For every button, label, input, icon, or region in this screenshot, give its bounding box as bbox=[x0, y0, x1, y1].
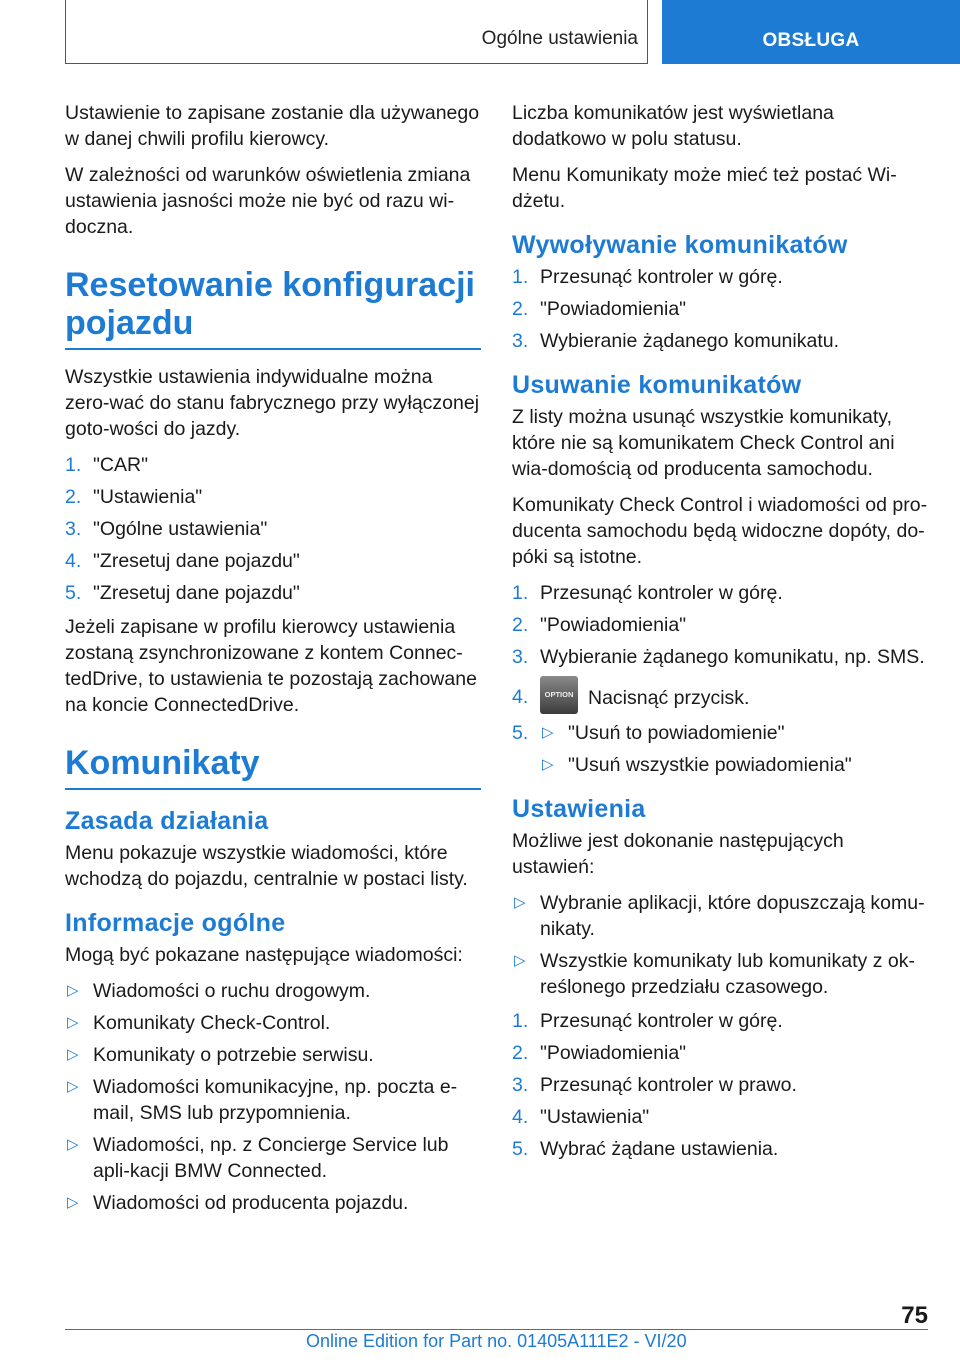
triangle-bullet-icon: ▷ bbox=[67, 982, 79, 999]
step-text: Wybieranie żądanego komunikatu. bbox=[540, 330, 840, 352]
header-section-title: Ogólne ustawienia bbox=[481, 28, 638, 49]
paragraph: W zależności od warunków oświetlenia zmiana ustawienia jasności może nie być od razu wi-doczna. bbox=[65, 164, 471, 238]
step-text: "Ustawienia" bbox=[93, 486, 203, 508]
bullet-text: Wiadomości o ruchu drogowym. bbox=[93, 980, 371, 1002]
left-column bbox=[65, 100, 481, 1224]
list-item bbox=[512, 948, 928, 1000]
triangle-bullet-icon: ▷ bbox=[542, 756, 554, 773]
step-number: 3. bbox=[512, 330, 529, 352]
bullet-text: Wiadomości komunikacyjne, np. poczta e-mail, SMS lub przypomnienia. bbox=[93, 1076, 458, 1124]
step-text: Wybieranie żądanego komunikatu, np. SMS. bbox=[540, 646, 925, 668]
step-number: 5. bbox=[512, 1138, 529, 1160]
list-item bbox=[65, 978, 481, 1004]
subheading-info: Informacje ogólne bbox=[65, 909, 286, 937]
step-text: "CAR" bbox=[93, 454, 149, 476]
step-number: 2. bbox=[512, 614, 529, 636]
paragraph: Menu Komunikaty może mieć też postać Wi-dżetu. bbox=[512, 164, 897, 212]
bullet-text: Wiadomości od producenta pojazdu. bbox=[93, 1192, 409, 1214]
list-item bbox=[512, 644, 928, 670]
step-number: 2. bbox=[512, 298, 529, 320]
triangle-bullet-icon: ▷ bbox=[514, 952, 526, 969]
bullet-text: Komunikaty o potrzebie serwisu. bbox=[93, 1044, 374, 1066]
bullet-text: Wszystkie komunikaty lub komunikaty z ok-reślonego przedziału czasowego. bbox=[540, 950, 915, 998]
paragraph: Z listy można usunąć wszystkie komunikaty, które nie są komunikatem Check Control ani wia-domością od producenta samochodu. bbox=[512, 406, 895, 480]
paragraph: Jeżeli zapisane w profilu kierowcy ustawienia zostaną zsynchronizowane z kontem Connec-tedDrive, to ustawienia te pozostają zachowane na koncie ConnectedDrive. bbox=[65, 616, 477, 716]
heading-reset: Resetowanie konfiguracji pojazdu bbox=[65, 266, 481, 350]
subheading-ustawienia: Ustawienia bbox=[512, 795, 646, 823]
sub-option-text: "Usuń to powiadomienie" bbox=[568, 722, 785, 744]
heading-komunikaty: Komunikaty bbox=[65, 744, 481, 790]
right-column bbox=[512, 100, 928, 1170]
triangle-bullet-icon: ▷ bbox=[67, 1046, 79, 1063]
usu-steps-list bbox=[512, 580, 928, 778]
list-item bbox=[512, 1040, 928, 1066]
triangle-bullet-icon: ▷ bbox=[67, 1014, 79, 1031]
step-number: 2. bbox=[512, 1042, 529, 1064]
list-item bbox=[65, 1190, 481, 1216]
footer-divider bbox=[65, 1329, 928, 1330]
step-number: 1. bbox=[512, 582, 529, 604]
header-chapter-tab: OBSŁUGA bbox=[662, 0, 960, 64]
sub-option-text: "Usuń wszystkie powiadomienia" bbox=[568, 754, 852, 776]
step-number: 1. bbox=[65, 454, 82, 476]
list-item bbox=[65, 452, 481, 478]
step-number: 1. bbox=[512, 1010, 529, 1032]
step-number: 3. bbox=[65, 518, 82, 540]
list-item bbox=[512, 580, 928, 606]
step-text: Przesunąć kontroler w prawo. bbox=[540, 1074, 797, 1096]
list-item bbox=[512, 1008, 928, 1034]
reset-steps-list bbox=[65, 452, 481, 606]
step-text: "Ogólne ustawienia" bbox=[93, 518, 268, 540]
list-item bbox=[65, 1042, 481, 1068]
step-number: 5. bbox=[65, 582, 82, 604]
triangle-bullet-icon: ▷ bbox=[542, 724, 554, 741]
list-item bbox=[65, 1074, 481, 1126]
step-text: "Zresetuj dane pojazdu" bbox=[93, 550, 300, 572]
paragraph: Ustawienie to zapisane zostanie dla używanego w danej chwili profilu kierowcy. bbox=[65, 102, 480, 150]
step-number: 3. bbox=[512, 1074, 529, 1096]
step-number: 3. bbox=[512, 646, 529, 668]
list-item bbox=[512, 720, 928, 746]
list-item bbox=[65, 580, 481, 606]
page-number: 75 bbox=[901, 1302, 928, 1329]
subheading-wywolywanie: Wywoływanie komunikatów bbox=[512, 231, 848, 259]
step-number: 4. bbox=[512, 686, 529, 708]
step-number: 5. bbox=[512, 722, 529, 744]
step-text: Wybrać żądane ustawienia. bbox=[540, 1138, 779, 1160]
step-text: "Zresetuj dane pojazdu" bbox=[93, 582, 300, 604]
list-item bbox=[512, 328, 928, 354]
list-item bbox=[512, 296, 928, 322]
list-item bbox=[65, 1132, 481, 1184]
list-item bbox=[65, 548, 481, 574]
step-number: 1. bbox=[512, 266, 529, 288]
list-item bbox=[512, 612, 928, 638]
list-item bbox=[65, 516, 481, 542]
subheading-usuwanie: Usuwanie komunikatów bbox=[512, 371, 802, 399]
ust-bullet-list bbox=[512, 890, 928, 1000]
paragraph: Menu pokazuje wszystkie wiadomości, które wchodzą do pojazdu, centralnie w postaci listy. bbox=[65, 842, 468, 890]
list-item bbox=[65, 484, 481, 510]
list-item bbox=[512, 684, 928, 714]
step-text: Przesunąć kontroler w górę. bbox=[540, 266, 783, 288]
step-number: 4. bbox=[65, 550, 82, 572]
list-item bbox=[65, 1010, 481, 1036]
step-text: "Powiadomienia" bbox=[540, 298, 687, 320]
bullet-text: Wiadomości, np. z Concierge Service lub apli-kacji BMW Connected. bbox=[93, 1134, 449, 1182]
paragraph: Komunikaty Check Control i wiadomości od pro-ducenta samochodu będą widoczne dopóty, do-póki są istotne. bbox=[512, 494, 928, 568]
triangle-bullet-icon: ▷ bbox=[67, 1194, 79, 1211]
list-item bbox=[512, 890, 928, 942]
step-text: "Powiadomienia" bbox=[540, 1042, 687, 1064]
triangle-bullet-icon: ▷ bbox=[514, 894, 526, 911]
step-text: "Powiadomienia" bbox=[540, 614, 687, 636]
list-item bbox=[512, 1104, 928, 1130]
step-number: 2. bbox=[65, 486, 82, 508]
subheading-zasada: Zasada działania bbox=[65, 807, 269, 835]
paragraph: Mogą być pokazane następujące wiadomości: bbox=[65, 944, 463, 966]
list-item bbox=[512, 264, 928, 290]
bullet-text: Komunikaty Check-Control. bbox=[93, 1012, 331, 1034]
list-item bbox=[512, 1136, 928, 1162]
triangle-bullet-icon: ▷ bbox=[67, 1136, 79, 1153]
option-button-icon: OPTION bbox=[540, 676, 578, 714]
ust-steps-list bbox=[512, 1008, 928, 1162]
bullet-text: Wybranie aplikacji, które dopuszczają komu-nikaty. bbox=[540, 892, 925, 940]
list-item bbox=[512, 1072, 928, 1098]
list-item bbox=[512, 752, 928, 778]
info-bullet-list bbox=[65, 978, 481, 1216]
footer-edition: Online Edition for Part no. 01405A111E2 - VI/20 bbox=[306, 1331, 687, 1351]
wyw-steps-list bbox=[512, 264, 928, 354]
paragraph: Wszystkie ustawienia indywidualne można zero-wać do stanu fabrycznego przy wyłączonej goto-wości do jazdy. bbox=[65, 366, 480, 440]
paragraph: Liczba komunikatów jest wyświetlana dodatkowo w polu statusu. bbox=[512, 102, 834, 150]
step-text: "Ustawienia" bbox=[540, 1106, 650, 1128]
step-text: Przesunąć kontroler w górę. bbox=[540, 582, 783, 604]
triangle-bullet-icon: ▷ bbox=[67, 1078, 79, 1095]
step-text: Nacisnąć przycisk. bbox=[588, 687, 750, 710]
step-number: 4. bbox=[512, 1106, 529, 1128]
step-text: Przesunąć kontroler w górę. bbox=[540, 1010, 783, 1032]
paragraph: Możliwe jest dokonanie następujących ustawień: bbox=[512, 830, 844, 878]
